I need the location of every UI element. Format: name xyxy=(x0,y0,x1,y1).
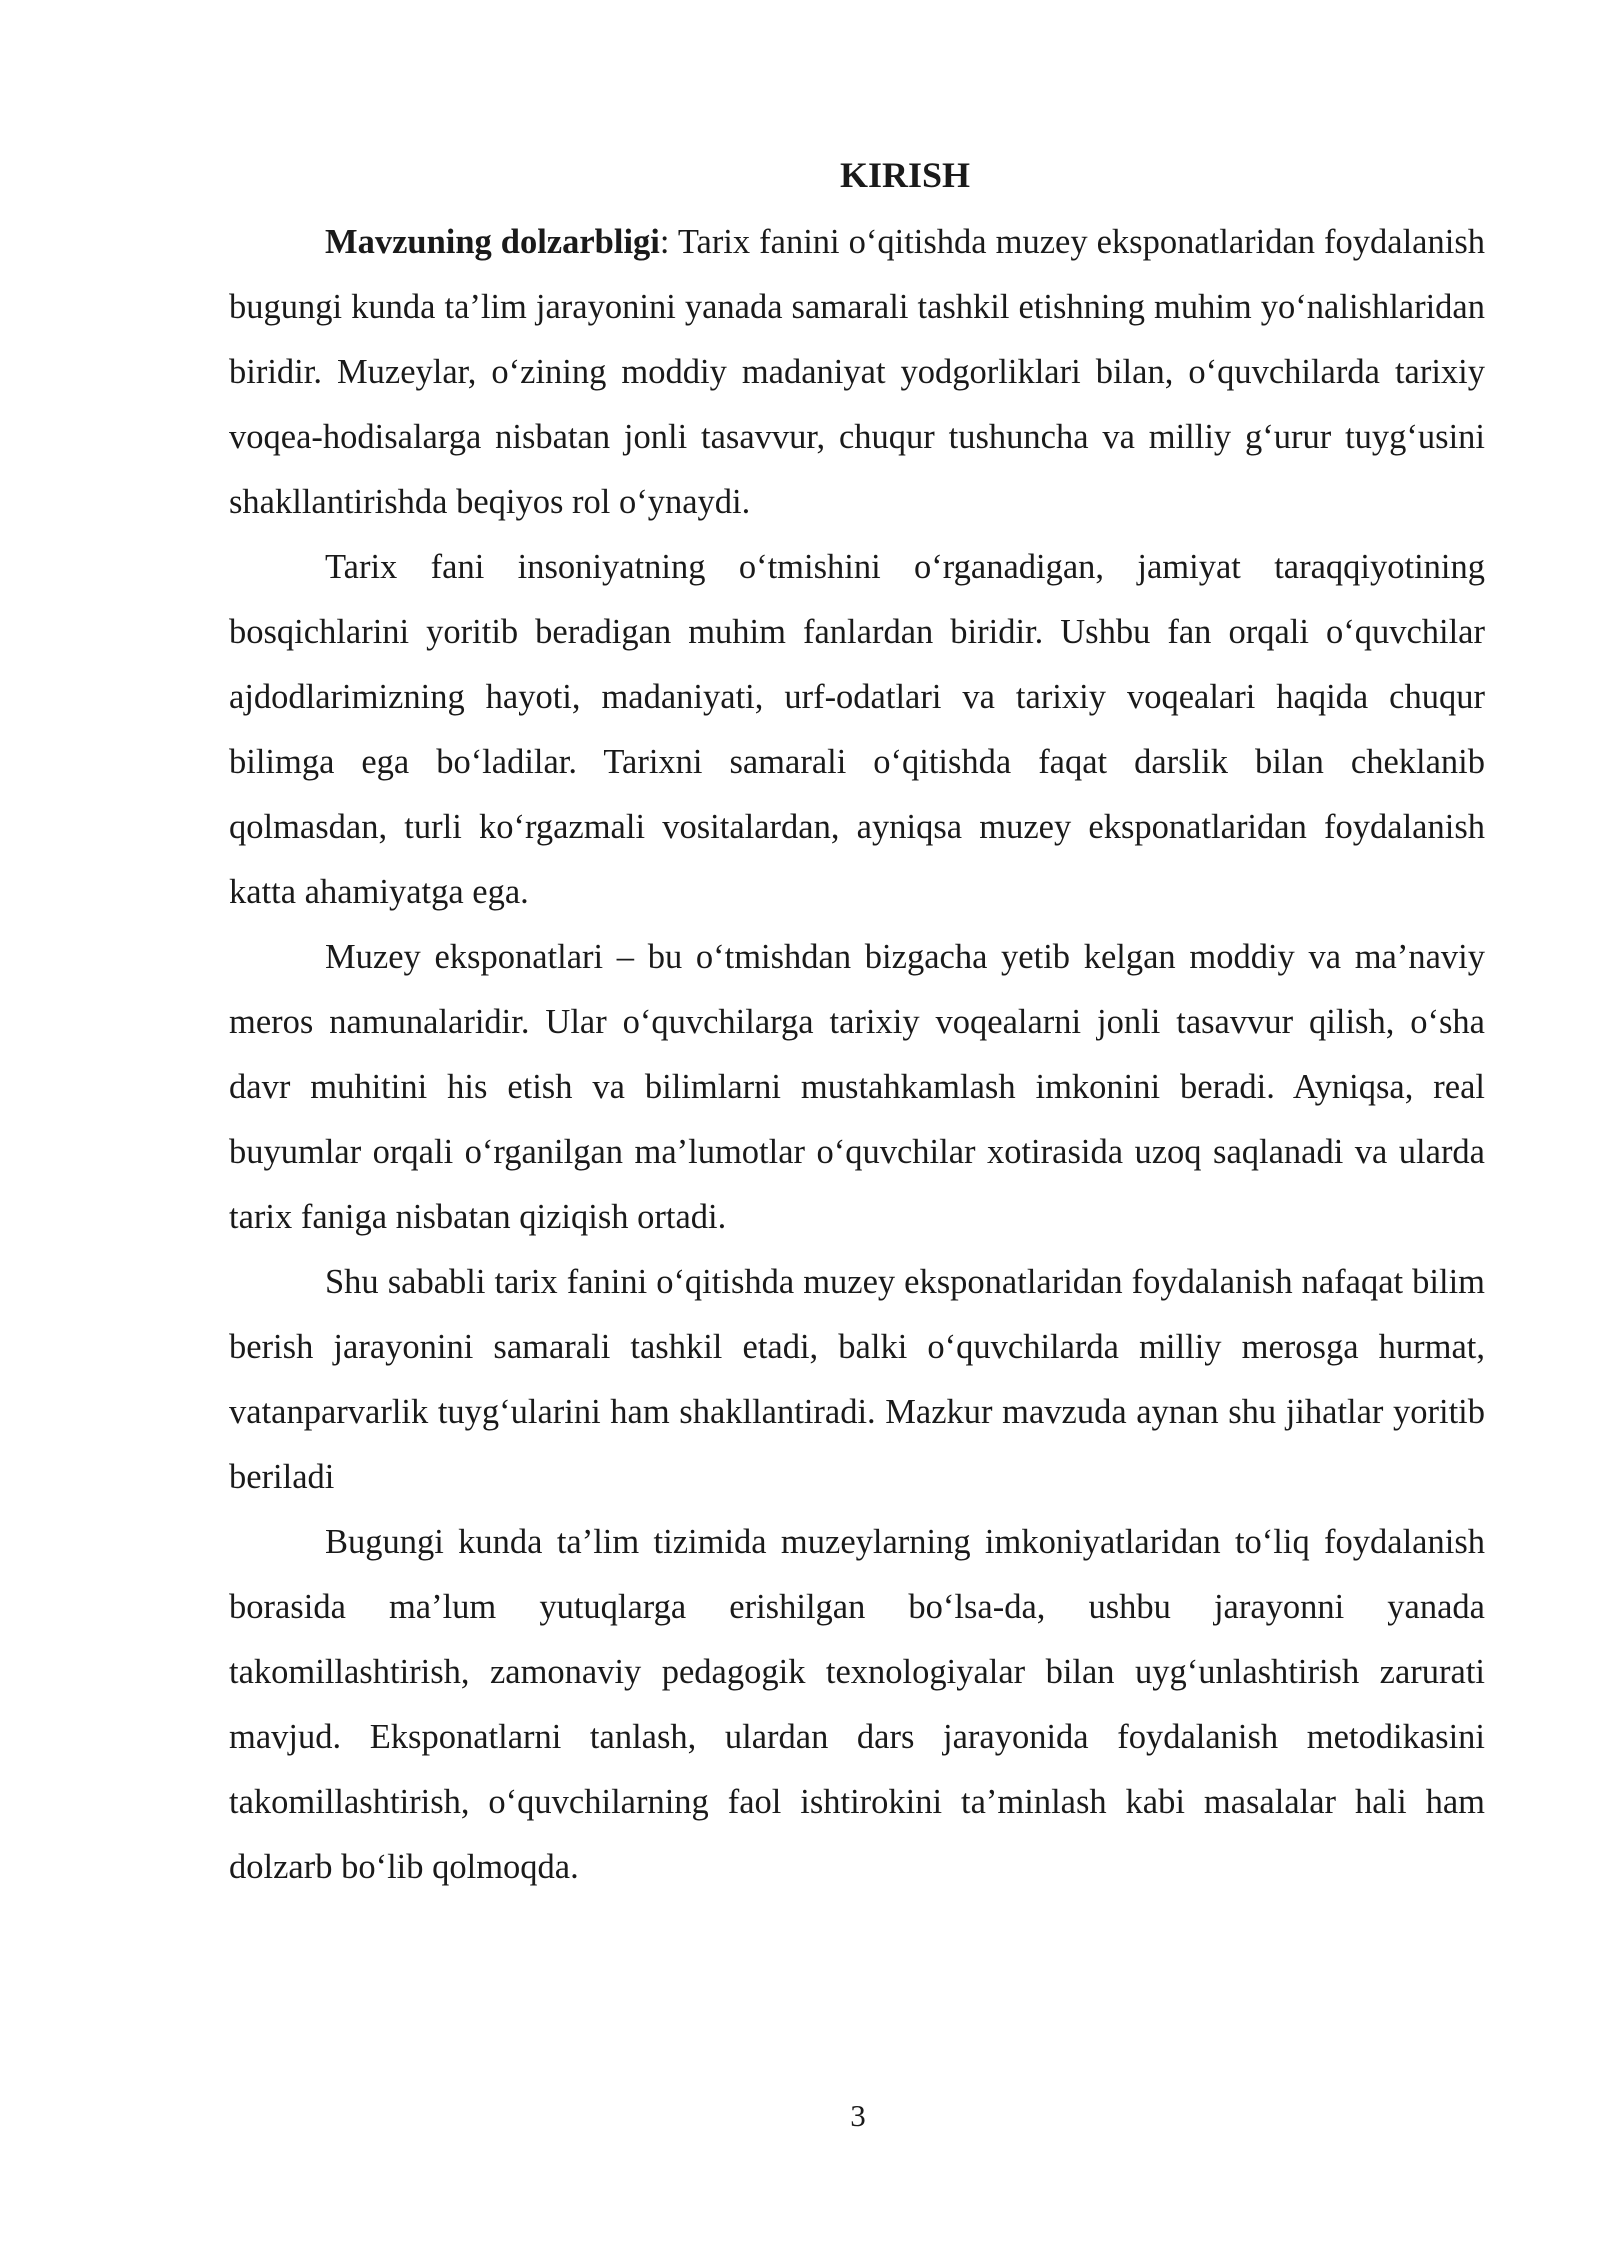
paragraph: Muzey eksponatlari – bu o‘tmishdan bizgacha yetib kelgan moddiy va ma’naviy meros namunalaridir. Ular o‘quvchilarga tarixiy voqealarni jonli tasavvur qilish, o‘sha davr muhitini his etish va bilimlarni mustahkamlash imkonini beradi. Ayniqsa, real buyumlar orqali o‘rganilgan ma’lumotlar o‘quvchilar xotirasida uzoq saqlanadi va ularda tarix faniga nisbatan qiziqish ortadi. xyxy=(229,938,1485,1236)
paragraph: Bugungi kunda ta’lim tizimida muzeylarning imkoniyatlaridan to‘liq foydalanish borasida ma’lum yutuqlarga erishilgan bo‘lsa-da, ushbu jarayonni yanada takomillashtirish, zamonaviy pedagogik texnologiyalar bilan uyg‘unlashtirish zarurati mavjud. Eksponatlarni tanlash, ulardan dars jarayonida foydalanish metodikasini takomillashtirish, o‘quvchilarning faol ishtirokini ta’minlash kabi masalalar hali ham dolzarb bo‘lib qolmoqda. xyxy=(229,1523,1485,1886)
paragraph: Tarix fani insoniyatning o‘tmishini o‘rganadigan, jamiyat taraqqiyotining bosqichlarini yoritib beradigan muhim fanlardan biridir. Ushbu fan orqali o‘quvchilar ajdodlarimizning hayoti, madaniyati, urf-odatlari va tarixiy voqealari haqida chuqur bilimga ega bo‘ladilar. Tarixni samarali o‘qitishda faqat darslik bilan cheklanib qolmasdan, turli ko‘rgazmali vositalardan, ayniqsa muzey eksponatlaridan foydalanish katta ahamiyatga ega. xyxy=(229,548,1485,911)
page-title: KIRISH xyxy=(839,155,971,195)
body-text xyxy=(229,210,1485,1900)
paragraph-lead: Mavzuning dolzarbligi xyxy=(325,223,660,261)
paragraph: Shu sababli tarix fanini o‘qitishda muzey eksponatlaridan foydalanish nafaqat bilim berish jarayonini samarali tashkil etadi, balki o‘quvchilarda milliy merosga hurmat, vatanparvarlik tuyg‘ularini ham shakllantiradi. Mazkur mavzuda aynan shu jihatlar yoritib beriladi xyxy=(229,1263,1485,1496)
paragraph-relevance xyxy=(229,210,1485,535)
page-number: 3 xyxy=(850,2098,866,2133)
paragraph-text: : Tarix fanini o‘qitishda muzey eksponatlaridan foydalanish bugungi kunda ta’lim jarayonini yanada samarali tashkil etishning muhim yo‘nalishlaridan biridir. Muzeylar, o‘zining moddiy madaniyat yodgorliklari bilan, o‘quvchilarda tarixiy voqea-hodisalarga nisbatan jonli tasavvur, chuqur tushuncha va milliy g‘urur tuyg‘usini shakllantirishda beqiyos rol o‘ynaydi. xyxy=(229,223,1485,521)
